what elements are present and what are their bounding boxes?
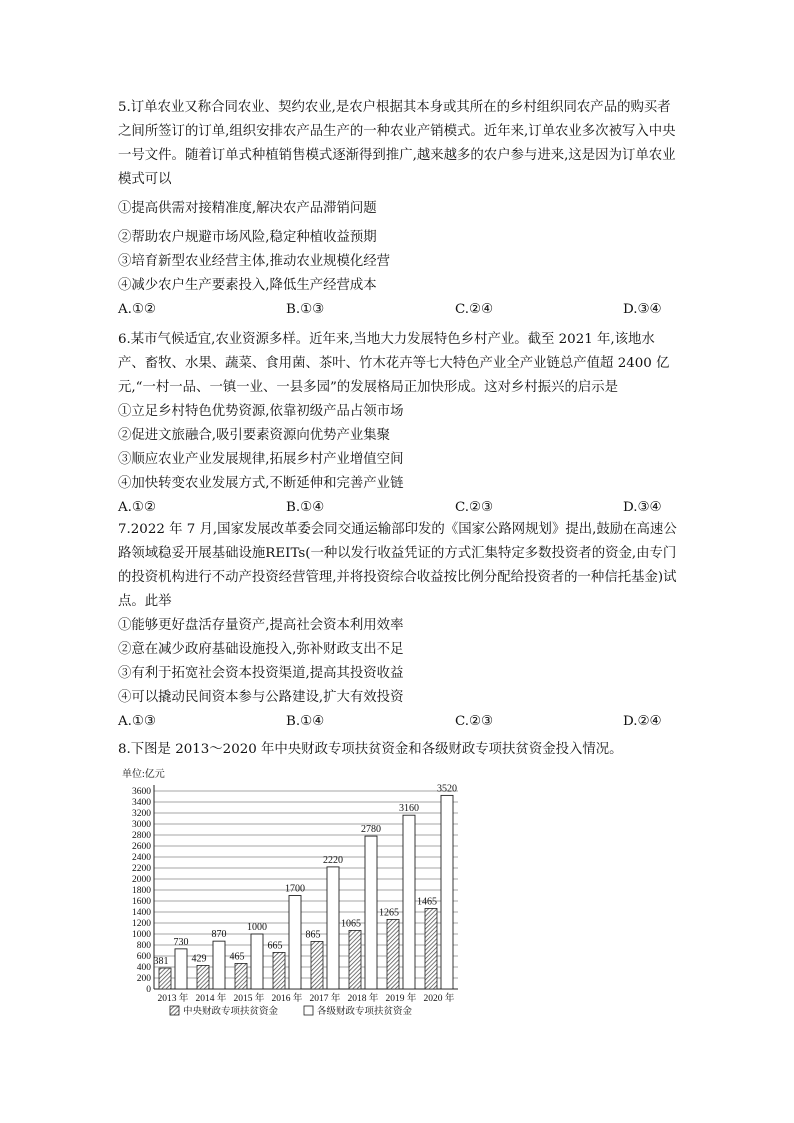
data-label-all-level-fund: 870 <box>211 929 227 941</box>
bar-central-fund <box>273 952 285 989</box>
question-7 <box>118 518 678 734</box>
bar-central-fund <box>235 963 247 989</box>
y-tick-label: 1600 <box>132 897 151 907</box>
question-6-options <box>118 496 678 520</box>
question-5-options <box>118 298 678 322</box>
bar-central-fund <box>311 941 323 989</box>
data-label-central-fund: 465 <box>229 951 245 963</box>
question-5-option-b: B.①③ <box>286 302 325 317</box>
data-label-all-level-fund: 730 <box>173 936 189 948</box>
question-6-option-d: D.③④ <box>623 500 662 515</box>
y-tick-label: 3400 <box>132 798 151 808</box>
y-tick-label: 2000 <box>132 875 151 885</box>
y-tick-label: 2200 <box>132 864 151 874</box>
question-7-option-c: C.②③ <box>455 714 494 729</box>
data-label-central-fund: 429 <box>191 953 207 965</box>
data-label-all-level-fund: 2220 <box>323 854 343 866</box>
question-7-item-2: ②意在减少政府基础设施投入,弥补财政支出不足 <box>118 642 404 657</box>
bar-all-level-fund <box>365 836 377 989</box>
legend-label-central-fund: 中央财政专项扶贫资金 <box>183 1007 279 1017</box>
question-5-option-c: C.②④ <box>455 302 494 317</box>
x-tick-label: 2015 年 <box>233 994 265 1004</box>
x-tick-label: 2019 年 <box>385 994 417 1004</box>
question-6-item-2: ②促进文旅融合,吸引要素资源向优势产业集聚 <box>118 428 391 443</box>
legend-swatch-all-level-fund <box>304 1006 313 1015</box>
poverty-fund-bar-chart <box>120 767 465 1032</box>
question-7-item-4: ④可以撬动民间资本参与公路建设,扩大有效投资 <box>118 690 404 705</box>
question-6-option-b: B.①④ <box>286 500 325 515</box>
x-tick-label: 2016 年 <box>271 994 303 1004</box>
data-label-all-level-fund: 3160 <box>399 803 419 815</box>
y-tick-label: 3000 <box>132 820 151 830</box>
question-5-item-4: ④减少农户生产要素投入,降低生产经营成本 <box>118 278 377 293</box>
question-6-option-a: A.①② <box>118 500 156 515</box>
bar-central-fund <box>425 908 437 989</box>
bar-all-level-fund <box>289 896 301 990</box>
x-tick-label: 2017 年 <box>309 994 341 1004</box>
data-label-all-level-fund: 1000 <box>247 922 267 933</box>
y-tick-label: 1400 <box>132 908 151 918</box>
data-label-central-fund: 665 <box>267 940 283 952</box>
bar-all-level-fund <box>175 949 187 989</box>
y-tick-label: 1000 <box>132 930 151 940</box>
y-tick-label: 400 <box>136 963 151 973</box>
question-7-stem: 7.2022 年 7 月,国家发展改革委会同交通运输部印发的《国家公路网规划》提出,鼓励在高速公路领域稳妥开展基础设施REITs(一种以发行收益凭证的方式汇集特定多数投资者的资金,由专门的投资机构进行不动产投资经营管理,并将投资综合收益按比例分配给投资者的一种信托基金)试点。此举 <box>118 522 677 609</box>
question-7-option-a: A.①③ <box>118 714 156 729</box>
question-6-item-3: ③顺应农业产业发展规律,拓展乡村产业增值空间 <box>118 452 404 467</box>
y-tick-label: 200 <box>136 974 151 984</box>
data-label-central-fund: 1465 <box>417 896 437 908</box>
question-5 <box>118 96 678 322</box>
question-7-item-3: ③有利于拓宽社会资本投资渠道,提高其投资收益 <box>118 666 404 681</box>
x-tick-label: 2020 年 <box>423 994 455 1004</box>
bar-central-fund <box>197 965 209 989</box>
question-6-item-4: ④加快转变农业发展方式,不断延伸和完善产业链 <box>118 476 404 491</box>
data-label-all-level-fund: 3520 <box>437 783 457 795</box>
bar-central-fund <box>349 930 361 989</box>
y-tick-label: 3600 <box>132 787 151 797</box>
y-tick-label: 0 <box>146 985 151 995</box>
bar-all-level-fund <box>251 934 263 989</box>
question-8 <box>118 738 678 762</box>
question-5-option-d: D.③④ <box>623 302 662 317</box>
bar-all-level-fund <box>403 815 415 989</box>
question-5-item-3: ③培育新型农业经营主体,推动农业规模化经营 <box>118 254 391 269</box>
question-7-option-b: B.①④ <box>286 714 325 729</box>
data-label-all-level-fund: 2780 <box>361 824 381 836</box>
x-tick-label: 2014 年 <box>195 994 227 1004</box>
data-label-central-fund: 1265 <box>379 907 399 919</box>
y-tick-label: 1200 <box>132 919 151 929</box>
y-tick-label: 2800 <box>132 831 151 841</box>
question-7-options <box>118 710 678 734</box>
data-label-central-fund: 381 <box>153 956 169 968</box>
y-tick-label: 3200 <box>132 809 151 819</box>
legend-label-all-level-fund: 各级财政专项扶贫资金 <box>317 1007 413 1017</box>
x-tick-label: 2018 年 <box>347 994 379 1004</box>
question-5-option-a: A.①② <box>118 302 156 317</box>
bar-all-level-fund <box>441 795 453 989</box>
bar-central-fund <box>159 968 171 989</box>
question-7-item-1: ①能够更好盘活存量资产,提高社会资本利用效率 <box>118 618 404 633</box>
question-7-option-d: D.②④ <box>623 714 662 729</box>
question-6 <box>118 328 678 520</box>
y-tick-label: 2400 <box>132 853 151 863</box>
bar-all-level-fund <box>213 941 225 989</box>
question-8-stem: 8.下图是 2013～2020 年中央财政专项扶贫资金和各级财政专项扶贫资金投入情况。 <box>118 742 623 757</box>
data-label-central-fund: 1065 <box>341 918 361 930</box>
chart-unit-label: 单位:亿元 <box>122 769 165 780</box>
question-5-item-1: ①提高供需对接精准度,解决农产品滞销问题 <box>118 201 377 216</box>
question-6-option-c: C.②③ <box>455 500 494 515</box>
question-6-stem: 6.某市气候适宜,农业资源多样。近年来,当地大力发展特色乡村产业。截至 2021 年,该地水产、畜牧、水果、蔬菜、食用菌、茶叶、竹木花卉等七大特色产业全产业链总产值超 2400 亿元,“一村一品、一镇一业、一县多园”的发展格局正加快形成。这对乡村振兴的启示是 <box>118 332 670 395</box>
y-tick-label: 800 <box>136 941 151 951</box>
bar-central-fund <box>387 919 399 989</box>
y-tick-label: 600 <box>136 952 151 962</box>
bar-all-level-fund <box>327 867 339 989</box>
data-label-central-fund: 865 <box>305 929 321 941</box>
y-tick-label: 2600 <box>132 842 151 852</box>
question-6-item-1: ①立足乡村特色优势资源,依靠初级产品占领市场 <box>118 404 404 419</box>
question-5-item-2: ②帮助农户规避市场风险,稳定种植收益预期 <box>118 230 377 245</box>
x-tick-label: 2013 年 <box>157 994 189 1004</box>
legend-swatch-central-fund <box>170 1006 179 1015</box>
y-tick-label: 1800 <box>132 886 151 896</box>
data-label-all-level-fund: 1700 <box>285 883 305 895</box>
question-5-stem: 5.订单农业又称合同农业、契约农业,是农户根据其本身或其所在的乡村组织同农产品的购买者之间所签订的订单,组织安排农产品生产的一种农业产销模式。近年来,订单农业多次被写入中央一号文件。随着订单式种植销售模式逐渐得到推广,越来越多的农户参与进来,这是因为订单农业模式可以 <box>118 100 676 187</box>
